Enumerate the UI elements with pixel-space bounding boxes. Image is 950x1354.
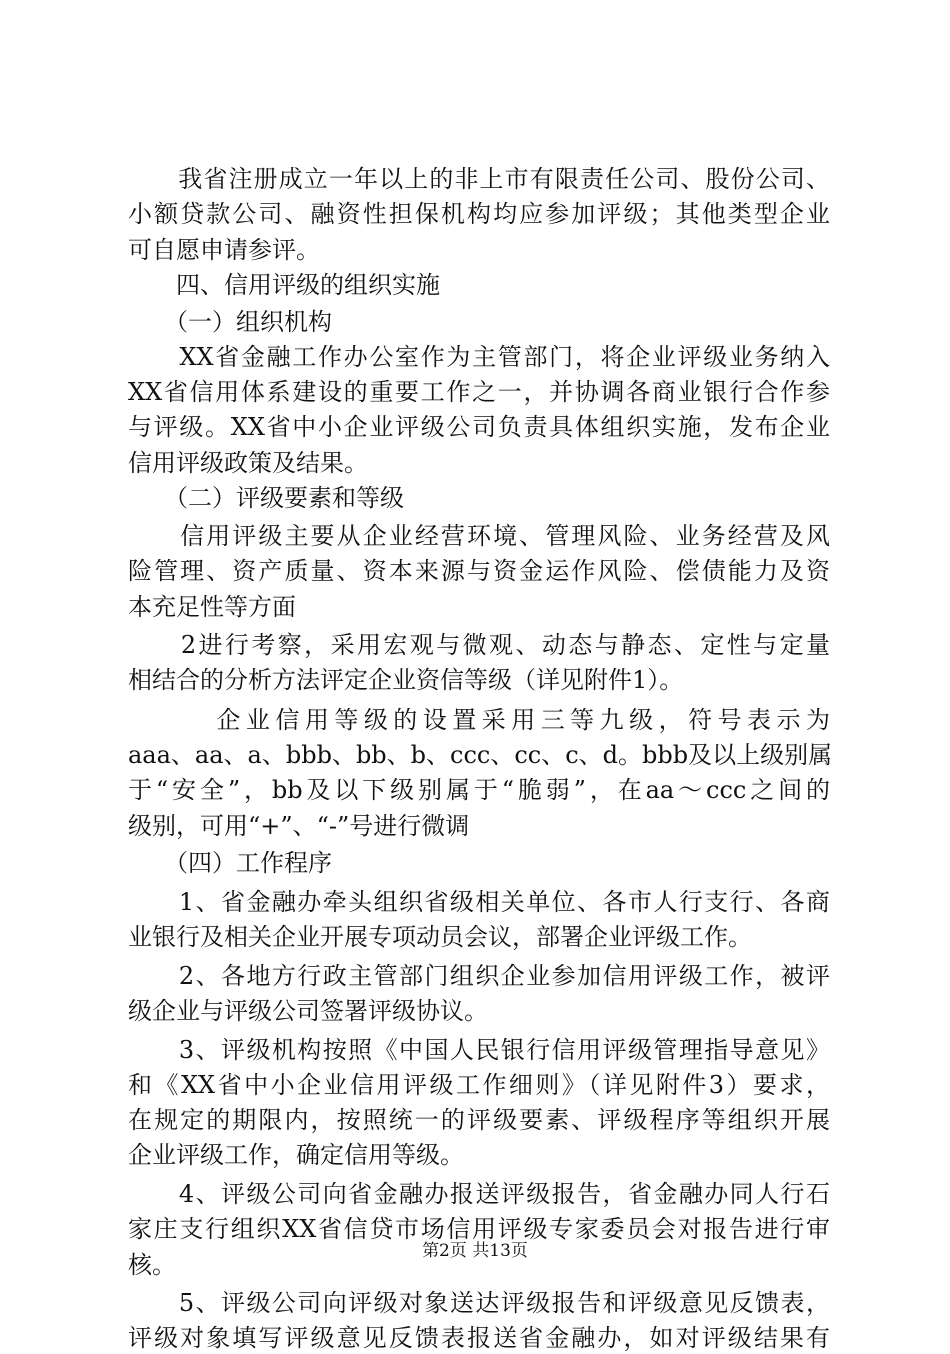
text-line: 企业评级工作，确定信用等级。 (128, 1141, 464, 1169)
text-line: 4、评级公司向省金融办报送评级报告，省金融办同人行石 (128, 1180, 830, 1208)
text-line: 险管理、资产质量、资本来源与资金运作风险、偿债能力及资 (128, 557, 830, 585)
page-footer: 第2页 共13页 (422, 1241, 528, 1261)
text-line: 5、评级公司向评级对象送达评级报告和评级意见反馈表， (128, 1289, 830, 1317)
text-line: （一）组织机构 (128, 308, 332, 336)
text-line: 四、信用评级的组织实施 (128, 271, 440, 299)
text-line: 可自愿申请参评。 (128, 236, 320, 264)
text-line: 信用评级主要从企业经营环境、管理风险、业务经营及风 (128, 522, 830, 550)
text-line: 企业信用等级的设置采用三等九级，符号表示为 (128, 706, 830, 734)
text-line: 相结合的分析方法评定企业资信等级（详见附件1）。 (128, 666, 684, 694)
text-line: aaa、aa、a、bbb、bb、b、ccc、cc、c、d。bbb及以上级别属 (128, 741, 833, 769)
text-line: XX省金融工作办公室作为主管部门，将企业评级业务纳入 (128, 343, 830, 371)
text-line: （四）工作程序 (128, 849, 332, 877)
text-line: 在规定的期限内，按照统一的评级要素、评级程序等组织开展 (128, 1106, 830, 1134)
text-line: 小额贷款公司、融资性担保机构均应参加评级；其他类型企业 (128, 200, 830, 228)
text-line: 2进行考察，采用宏观与微观、动态与静态、定性与定量 (128, 631, 830, 659)
text-line: 业银行及相关企业开展专项动员会议，部署企业评级工作。 (128, 923, 752, 951)
text-line: 和《XX省中小企业信用评级工作细则》（详见附件3）要求， (128, 1071, 830, 1099)
text-line: 我省注册成立一年以上的非上市有限责任公司、股份公司、 (128, 165, 830, 193)
text-line: 级企业与评级公司签署评级协议。 (128, 997, 488, 1025)
text-line: 核。 (128, 1251, 176, 1279)
text-line: 于“安全”，bb及以下级别属于“脆弱”，在aa～ccc之间的 (128, 776, 830, 804)
text-line: （二）评级要素和等级 (128, 484, 404, 512)
text-line: 与评级。XX省中小企业评级公司负责具体组织实施，发布企业 (128, 413, 830, 441)
text-line: 3、评级机构按照《中国人民银行信用评级管理指导意见》 (128, 1036, 830, 1064)
text-line: 2、各地方行政主管部门组织企业参加信用评级工作，被评 (128, 962, 830, 990)
text-line: 信用评级政策及结果。 (128, 449, 368, 477)
text-line: 本充足性等方面 (128, 593, 296, 621)
text-line: XX省信用体系建设的重要工作之一，并协调各商业银行合作参 (128, 378, 830, 406)
text-line: 1、省金融办牵头组织省级相关单位、各市人行支行、各商 (128, 888, 830, 916)
text-line: 家庄支行组织XX省信贷市场信用评级专家委员会对报告进行审 (128, 1215, 830, 1243)
text-line: 评级对象填写评级意见反馈表报送省金融办，如对评级结果有 (128, 1324, 830, 1352)
text-line: 级别，可用“+”、“-”号进行微调 (128, 812, 470, 840)
